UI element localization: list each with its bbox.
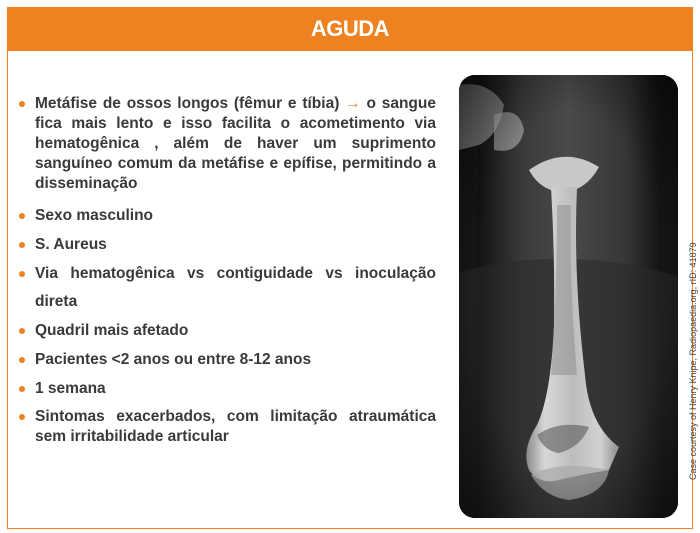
xray-image	[459, 75, 678, 518]
bullet-icon	[19, 328, 25, 334]
list-item	[18, 375, 436, 403]
header-bar	[7, 7, 693, 51]
item-text: Pacientes <2 anos ou entre 8-12 anos	[35, 351, 312, 368]
item-text: Sintomas exacerbados, com limitação atraumática sem irritabilidade articular	[35, 408, 436, 445]
list-item	[18, 407, 436, 447]
item-text: Via hematogênica vs contiguidade vs inoculação direta	[35, 265, 436, 310]
bullet-icon	[19, 271, 25, 277]
list-item	[18, 94, 436, 194]
bullet-icon	[19, 242, 25, 248]
list-item	[18, 260, 436, 316]
bullet-icon	[19, 386, 25, 392]
findings-list	[18, 94, 436, 455]
bullet-icon	[19, 213, 25, 219]
item-text: o sangue fica mais lento e isso facilita o acometimento via hematogênica , além de haver um suprimento sanguíneo comum da metáfise e epífise, permitindo a disseminação	[35, 95, 436, 192]
list-item	[18, 231, 436, 259]
item-text: Quadril mais afetado	[35, 322, 189, 339]
bullet-icon	[19, 414, 25, 420]
bullet-icon	[19, 101, 25, 107]
item-text: Metáfise de ossos longos (fêmur e tíbia)	[35, 95, 346, 112]
list-item	[18, 317, 436, 345]
list-item	[18, 346, 436, 374]
item-text: S. Aureus	[35, 236, 107, 253]
credit-text: Case courtesy of Henry Knipe, Radiopaedia.org, rID: 41879	[688, 242, 698, 480]
arrow-right-icon: →	[345, 95, 361, 112]
list-item	[18, 202, 436, 230]
item-text: Sexo masculino	[35, 207, 154, 224]
item-text: 1 semana	[35, 380, 106, 397]
bullet-icon	[19, 357, 25, 363]
image-credit	[688, 190, 700, 480]
xray-illustration	[459, 75, 678, 518]
page-title: AGUDA	[310, 16, 390, 41]
